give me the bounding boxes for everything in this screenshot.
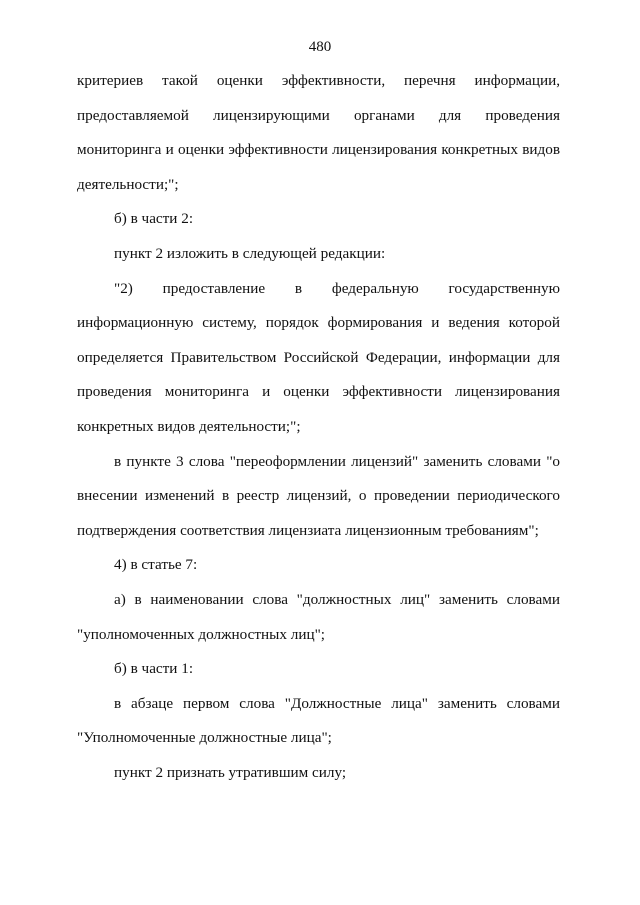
paragraph-subitem-b-part-1: б) в части 1: [114,660,194,678]
paragraph-subitem-a-title: а) в наименовании слова "должностных лиц" заменить словами "уполномоченных должностных лиц"; [77,590,560,643]
paragraph-point-2-edit: пункт 2 изложить в следующей редакции: [114,244,386,262]
paragraph-subitem-b-part-2: б) в части 2: [114,210,194,228]
document-body [77,64,560,790]
paragraph-point-2-void: пункт 2 признать утратившим силу; [114,763,347,781]
paragraph-first-abzac-replace: в абзаце первом слова "Должностные лица" заменить словами "Уполномоченные должностные лица"; [77,694,560,747]
paragraph-article-7: 4) в статье 7: [114,556,198,574]
page-number: 480 [308,39,332,55]
paragraph-continuation: критериев такой оценки эффективности, перечня информации, предоставляемой лицензирующими органами для проведения мониторинга и оценки эффективности лицензирования конкретных видов деятельности;"; [77,72,560,193]
paragraph-point-2-new-text: "2) предоставление в федеральную государственную информационную систему, порядок формирования и ведения которой определяется Правительством Российской Федерации, информации для проведения мониторинга и оценки эффективности лицензирования конкретных видов деятельности;"; [77,279,560,435]
paragraph-point-3-replace: в пункте 3 слова "переоформлении лицензий" заменить словами "о внесении изменений в реестр лицензий, о проведении периодического подтверждения соответствия лицензиата лицензионным требованиям"; [77,452,560,539]
